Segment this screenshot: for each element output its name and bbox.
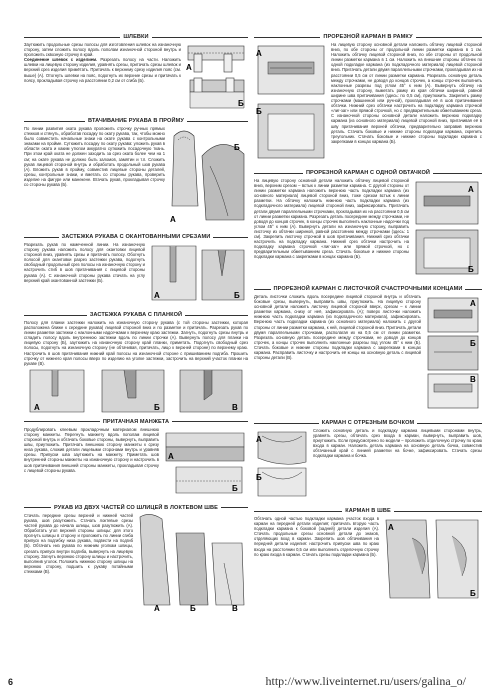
two-piece-sleeve-text: Стачать передние срезы верхней и нижней частей рукава, шов разутюжить. Стачать локтевые срезы частей рукава до начала шлицы, шов разутюжить (А). Обработать угол верхней стороны шлицы: для этого прогнуть шлицы в сторону и проложить по линии сгиба припуск на подгибку низа рукава, подвести на подгиб (Б). Обтачать низ рукава по нижним уголкам шлицы, срезать припуск внутри подгиба, вывернуть на лицевую сторону. Загнуть верхнюю сторону шлицы и настрочить, выполнив уголок. Положить нижнюю сторону шлицы на верхнюю сторону, подшить к рукаву потайными стежками (В).: [24, 512, 133, 574]
section-bound-placket: [24, 234, 248, 309]
sleeve-placket-drawing: [24, 366, 248, 416]
belt-loops-drawing: [184, 42, 248, 110]
watermark-url[interactable]: http://www.liveinternet.ru/users/galina_o/: [265, 674, 466, 688]
label-a: А: [170, 215, 176, 224]
section-title: ЗАСТЕЖКА РУКАВА С ПЛАНКОЙ: [89, 312, 183, 318]
section-single-welt-pocket: [254, 170, 482, 283]
label-a: А: [388, 523, 394, 532]
frame-pocket-illustration: [254, 42, 328, 167]
section-title: КАРМАН С ОТРЕЗНЫМ БОЧКОМ: [321, 420, 415, 426]
section-title: РУКАВ ИЗ ДВУХ ЧАСТЕЙ СО ШЛИЦЕЙ В ЛОКТЕВОМ ШВЕ: [54, 504, 218, 511]
section-title: ПРОРЕЗНОЙ КАРМАН С ЛИСТОЧКОЙ СЧАСТРОЧНЫМИ КОНЦАМИ: [273, 286, 463, 292]
section-title: ПРИТАЧНАЯ МАНЖЕТА: [102, 418, 170, 425]
label-a: А: [154, 291, 160, 300]
label-b: Б: [256, 473, 262, 482]
side-pocket-illustration: [254, 428, 310, 505]
cuff-drawing: [162, 427, 248, 497]
label-b: Б: [470, 589, 476, 598]
label-a: А: [154, 603, 160, 613]
two-piece-sleeve-illustration: [136, 513, 248, 618]
single-welt-drawing: [412, 178, 482, 278]
label-c: В: [232, 402, 238, 412]
section-belt-loops: [24, 34, 248, 115]
svg-text:А: А: [186, 63, 192, 72]
section-title: ЗАСТЕЖКА РУКАВА С ОКАНТОВАННЫМИ СРЕЗАМИ: [61, 234, 211, 240]
label-b: Б: [256, 107, 262, 116]
label-b: Б: [234, 291, 240, 300]
section-cuff: [24, 419, 248, 502]
belt-loops-subtitle: Соединение шлевок с изделием.: [24, 57, 98, 63]
flap-pocket-drawing: [424, 294, 482, 412]
seam-pocket-drawing: [382, 516, 482, 602]
label-b: Б: [234, 143, 240, 152]
section-title: ПРОРЕЗНОЙ КАРМАН В РАМКУ: [323, 34, 413, 40]
section-sleeve-setting: [24, 118, 248, 231]
bound-placket-text: Разрезать рукав по намеченной линии. На изнаночную сторону рукава наложить полосу для окантовки лицевой стороной вниз, уравнять срезы и притачать полосу. Обогнуть полосой для окантовки разрез застежки рукава, подогнуть свободный продольный срез полосы на изнаночную сторону и настрочить стиб в шов притачивания с лицевой стороны рукава (А). С изнаночной стороны рукава стачать на углу верхний край окантованной застежки (Б).: [24, 242, 145, 283]
label-a: А: [470, 299, 476, 308]
label-c: В: [232, 603, 238, 613]
two-piece-sleeve-drawing: [136, 513, 248, 613]
label-b: Б: [190, 603, 196, 613]
label-a: А: [168, 451, 174, 461]
frame-pocket-drawing: [254, 42, 328, 162]
section-in-seam-pocket: [254, 508, 482, 607]
cuff-text: Продублировать клеевым прокладочным материалом внешнюю сторону манжеты. Перегнуть манжету вдоль пополам лицевой стороной внутрь и обтачать боковые стороны, вывернуть, выправить швы, приутюжить. Притачать внешнюю сторону манжеты к срезу низа рукава, сложив детали лицевыми сторонами внутрь и уравняв срезы. Припуски шва заутюжить на манжету. Приметать шов внутренней стороны манжеты на изнаночную сторону и настрочить в шов притачивания внешней стороны манжеты, прокладывая строчку с лицевой стороны рукава.: [24, 426, 159, 473]
sleeve-drawing: [168, 126, 248, 226]
bound-placket-illustration: [148, 242, 248, 309]
sleeve-illustration: [168, 126, 248, 231]
section-welt-pocket-flap: [254, 286, 482, 417]
flap-pocket-text: Деталь листочки сложить вдоль посередине лицевой стороной внутрь и обтачать боковые срезы, вывернуть, выправить швы, приутюжить. На лицевую сторону основной детали наложить листочку лицевой стороной вверх, срезом – к линии разметки кармана, снизу от неё, зафиксировать (А); поверх листочки наложить нижнюю часть подкладки кармана (из подкладочного материала), зафиксировать. Верхнюю часть подкладки кармана (из основного материала) наложить с другой стороны от линии разметки кармана, к ней, лицевой стороной вниз. Притачать детали двумя параллельными строчками, располагая их на 0,5 см от линии разметки. Разрезать основную деталь посередине между строчками, не доводя до концов строчек, а концы строчек выполнить наклонные разрезы под углом 45° к ним (Б). Стачать боковые и нижние стороны подкладки кармана с закрепками в концах кармана. Расправить листочку и настрочить её концы на основную деталь с лицевой стороны детали (В).: [254, 294, 421, 361]
section-two-piece-sleeve: [24, 505, 248, 618]
page-top-margin: [0, 0, 494, 28]
section-side-piece-pocket: [254, 420, 482, 505]
label-a: А: [34, 402, 40, 412]
frame-pocket-text: На лицевую сторону основной детали наложить обтачку лицевой стороной вниз, по обе стороны от продольной линии разметки кармана в 1 см. Наложить обтачку лицевой стороной вниз, по обе стороны от продольной линии разметки кармана в 1 см. Наложить на внешние стороны обтачек по одной подкладке кармана (из подкладочного материала) лицевой стороной вниз. Притачать детали двумя параллельными строчками, прокладывая их на расстоянии 0,5 см от линии разметки кармана. Разрезать основную деталь между строчками, не доводя до концов строчек, а концы строчек выполнить наклонные разрезы под углом 45° к ним (А). Вывернуть обтачку на изнаночную сторону, выметать рамку из края обтачки шириной, равной ширине шва притачивания (здесь: по 0,5 см), приутюжить. Закрепить рамку строчками (машинной или ручной), прокладывая её в шов притачивания обтачки. Нижний срез обтачки настрочить на подкладку кармана строчкой «лиг-заг» или прямой строчкой, но с предварительным обметыванием среза. С изнаночной стороны основной детали наложить верхнюю подкладку кармана (из основного материала) лицевой стороной вниз, притачивая её в шву притачивания верхней обтачки, предварительно заправив верхнюю деталь. Стачать боковые и нижние стороны подкладки кармана, скрепить треугольник. Стачать боковые и нижние стороны подкладки кармана с закрепками в концах кармана (Б).: [331, 42, 483, 144]
section-title: КАРМАН В ШВЕ: [345, 508, 391, 514]
label-c: В: [470, 375, 476, 384]
svg-text:Б: Б: [238, 99, 244, 108]
sleeve-setting-text: По линии развития оката рукава проложить строчку ручных прямых стежков и стянуть, обработав посадку по окату рукава, так, чтобы можно было совместить начальные знаки на окате рукава с контрольными знаками на пройме. Сутюжить посадку по окату рукава: уложить рукав в области оката и каким утюгом аккуратно сутюжить посадочную ткань. При этом край оката не должен заходить за срез оката более чем на 1 см; на окате рукава не должно быть заломов, замятин и т.п. Сложить рукав лицевой стороной внутрь и обработать продольный шов рукава (А). Вложить рукав в пройму, совместив лицевые стороны деталей, срезы, контрольные знаки, и вметать со стороны рукава, проверить изделие на фигуре или манекене. Втачать рукав, прокладывая строчку со стороны рукава (Б).: [24, 126, 165, 188]
belt-loops-text: Заутюжить продольные срезы полосы для изготовления шлевок на изнаночную сторону, затем сложить полосу вдоль пополам изнаночной стороной внутрь и проложить сквозную строчку в край.: [24, 42, 181, 58]
section-title: ПРОРЕЗНОЙ КАРМАН С ОДНОЙ ОБТАЧКОЙ: [305, 170, 431, 176]
side-pocket-text: Сложить основную деталь и подкладку кармана лицевыми сторонами внутрь, уравнять срезы, обтачать срез входа в карман, вывернуть, выправить шов, приутюжить. Если предусмотрено по модели – проложить отделочную строчку по краю входа в карман. Наложить деталь кармана на основную деталь бочка, совместив обтачанный край с линией разметки на бочке, зафиксировать. Стачать срезы подкладки кармана и бочка.: [313, 428, 482, 459]
section-title: ШЛЕВКИ: [123, 34, 149, 40]
belt-loops-illustration: [184, 42, 248, 115]
label-a: А: [256, 49, 262, 58]
cuff-illustration: [162, 427, 248, 502]
flap-pocket-illustration: [424, 294, 482, 417]
page-number: 6: [8, 677, 14, 687]
section-welt-pocket-frame: [254, 34, 482, 167]
label-b: Б: [470, 339, 476, 348]
side-pocket-drawing: [254, 428, 310, 500]
section-sleeve-placket: [24, 312, 248, 416]
right-column: [254, 32, 482, 610]
section-title: ВТАЧИВАНИЕ РУКАВА В ПРОЙМУ: [88, 118, 184, 124]
label-b: Б: [154, 402, 160, 412]
seam-pocket-illustration: [382, 516, 482, 607]
left-column: [24, 32, 248, 621]
sleeve-placket-illustration: [24, 366, 248, 416]
label-a: А: [468, 185, 474, 194]
label-a: А: [256, 435, 262, 444]
sleeve-placket-text: Полосу для планки застежки наложить на изнаночную сторону рукава (с той стороны застежки, которая расположена ближе к середине рукава) лицевой стороной вниз и по разметке и притачать. Разрезать рукав по линии разметки застежки с наклонными надсечками к верхнему краю застежки. Загнуть, подогнуть срезы внутрь и сгладить полосу вдоль внутреннюю застежки вдоль по линии строчки (А). Вывернуть полосу для планки на лицевую сторону (Б), заутюжить на изнаночную сторону край планки, приметать. Подогнуть свободный срез полосы, подогнуть на изнаночную сторону (не обтачивая, притачать, лицо к верхней стороне) по верхнему краю. Настрочить в шов притачивания нижний край полосы на изнаночной стороне с пришиванием подгиба. Прошить строчку от нижнего края полосы вверх по изделию на уголке застежки, застрочить на верхний участок планки на рукаве (В).: [24, 320, 248, 366]
single-welt-illustration: [412, 178, 482, 283]
label-b: Б: [232, 483, 238, 493]
belt-loops-text-2: Разрезать полосу на части. Наложить шлевки на лицевую сторону изделия, уравнять срезы, притачать срезы шлевок и верхний срез изделия примётать. Притачать к верхнему срезу изделия пояс (см. выше) (А). Отогнуть шлевки на пояс, подогнуть их верхние срезы и притачать к поясу, прокладывая строчку на расстоянии 0,2 см от сгиба (Б).: [24, 57, 182, 83]
seam-pocket-text: Обтачать одной частью подкладки кармана участок входа в карман на передней детали изделия; притачать вторую часть подкладки кармана к боковой (задней) детали изделия (А). Стачать продольные срезы основной детали до знаков, отделяющих вход в карман. Закрепить шов обтачивания на передней детали изделия: настрочить припуски шва по краю входа на расстоянии 0,5 см или выполнить отделочную строчку по краю входа в карман. Стачать срезы подкладки кармана (Б).: [254, 516, 379, 557]
bound-placket-drawing: [148, 242, 248, 304]
single-welt-text: На лицевую сторону основной детали наложить обтачку лицевой стороной вниз, верхним срезом – встык к линии разметки кармана. С другой стороны от линии разметки кармана наложить верхнюю часть подкладки кармана (из основного материала) лицевой стороной вниз, тоже срезом встык к линии разметки. На обтачку наложить нижнюю часть подкладки кармана (из подкладочного материала) лицевой стороной вниз, зафиксировать. Притачать детали двумя параллельными строчками, прокладывая их на расстоянии 0,5 см от линии разметки кармана. Разрезать деталь посередине между строчками, не доводя до концов строчек, в концы строчек выполнить наклонные надсечки под углом 45° к ним (А). Вывернуть детали на изнаночную сторону, выправить листочку из обтачки шириной, равной расстоянию между строчками (здесь: 1 см). Закрепить листочку строчкой в шов притачивания. Нижний срез обтачки настрочить на подкладку кармана. Нижний срез обтачки настрочить на подкладку кармана строчкой «лиг-заг» или прямой строчкой, но с предварительным обметыванием среза. Стачать боковые и нижние стороны подкладки кармана с закрепками в концах кармана (Б).: [254, 178, 409, 260]
label-b: Б: [468, 265, 474, 274]
